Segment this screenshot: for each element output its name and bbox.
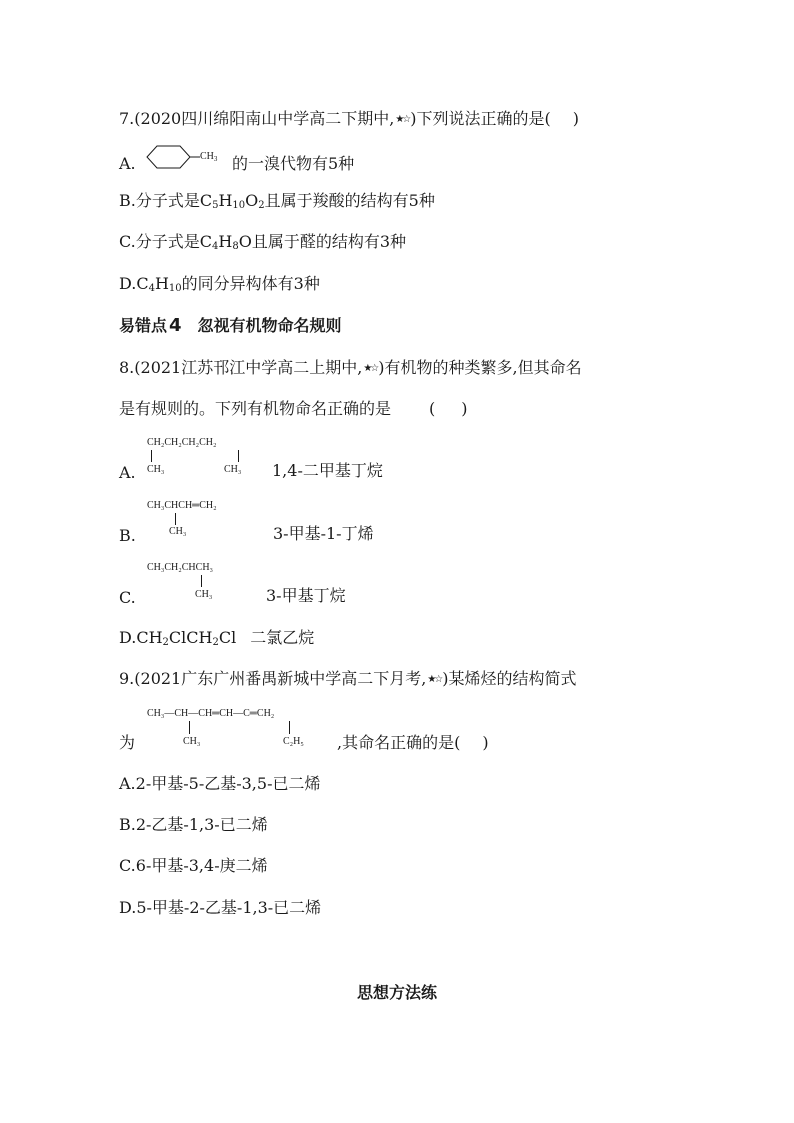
difficulty-stars-icon: ★☆ bbox=[427, 674, 442, 685]
q8-a-substituent-left: CH₃ bbox=[147, 464, 165, 475]
difficulty-stars-icon: ★☆ bbox=[363, 363, 378, 374]
q8-option-c-label: C. bbox=[119, 588, 136, 607]
q8-option-b-name: 3-甲基-1-丁烯 bbox=[273, 524, 374, 543]
q9-option-b: B.2-乙基-1,3-已二烯 bbox=[119, 815, 268, 834]
q9-formula-chain: CH₃—CH—CH═CH—C═CH₂ bbox=[147, 708, 275, 719]
q8-stem-line2: 是有规则的。下列有机物命名正确的是 ( ) bbox=[119, 399, 468, 418]
q9-wei: 为 bbox=[119, 733, 136, 752]
q9-stem: 9.(2021广东广州番禺新城中学高二下月考,★☆)某烯烃的结构简式 bbox=[119, 668, 577, 691]
q7-stem: 7.(2020四川绵阳南山中学高二下期中,★☆)下列说法正确的是( ) bbox=[119, 108, 579, 131]
section-heading: 易错点 4 忽视有机物命名规则 bbox=[119, 315, 342, 336]
difficulty-stars-icon: ★☆ bbox=[395, 114, 410, 125]
q8-stem: 8.(2021江苏邗江中学高二上期中,★☆)有机物的种类繁多,但其命名 bbox=[119, 357, 582, 380]
q7-option-d: $D.C_4H_{10}$的同分异构体有3种 bbox=[119, 274, 320, 294]
q9-stem-tail: ,其命名正确的是( ) bbox=[337, 733, 489, 752]
q8-a-formula-main: CH₂CH₂CH₂CH₂ bbox=[147, 437, 217, 448]
cyclohexane-ring-icon bbox=[146, 144, 200, 170]
q9-substituent-methyl: CH₃ bbox=[183, 736, 201, 747]
q8-option-c-name: 3-甲基丁烷 bbox=[266, 586, 346, 605]
q9-option-a: A.2-甲基-5-乙基-3,5-已二烯 bbox=[119, 774, 321, 793]
q7-option-a-text: 的一溴代物有5种 bbox=[232, 154, 355, 173]
q9-substituent-ethyl: C₂H₅ bbox=[283, 736, 304, 747]
methyl-group-label: $CH_3$ bbox=[200, 151, 218, 163]
section-footer-heading: 思想方法练 bbox=[356, 983, 437, 1002]
q8-c-substituent: CH₃ bbox=[195, 589, 213, 600]
q8-b-substituent: CH₃ bbox=[169, 526, 187, 537]
q8-option-d: $D.CH_2ClCH_2Cl$ 二氯乙烷 bbox=[119, 628, 315, 648]
q8-a-substituent-right: CH₃ bbox=[224, 464, 242, 475]
q8-c-formula-main: CH₃CH₂CHCH₃ bbox=[147, 562, 214, 573]
q7-option-c: C.分子式是$C_4H_8O$且属于醛的结构有3种 bbox=[119, 232, 407, 252]
q8-option-a-label: A. bbox=[119, 463, 136, 482]
q7-option-b: B.分子式是$C_5H_{10}O_2$且属于羧酸的结构有5种 bbox=[119, 191, 435, 211]
q8-option-a-name: 1,4-二甲基丁烷 bbox=[272, 461, 383, 480]
q9-option-d: D.5-甲基-2-乙基-1,3-已二烯 bbox=[119, 898, 322, 917]
q9-option-c: C.6-甲基-3,4-庚二烯 bbox=[119, 856, 268, 875]
q7-option-a: A. bbox=[119, 154, 136, 173]
q8-b-formula-main: CH₃CHCH═CH₂ bbox=[147, 500, 217, 511]
q8-option-b-label: B. bbox=[119, 526, 136, 545]
